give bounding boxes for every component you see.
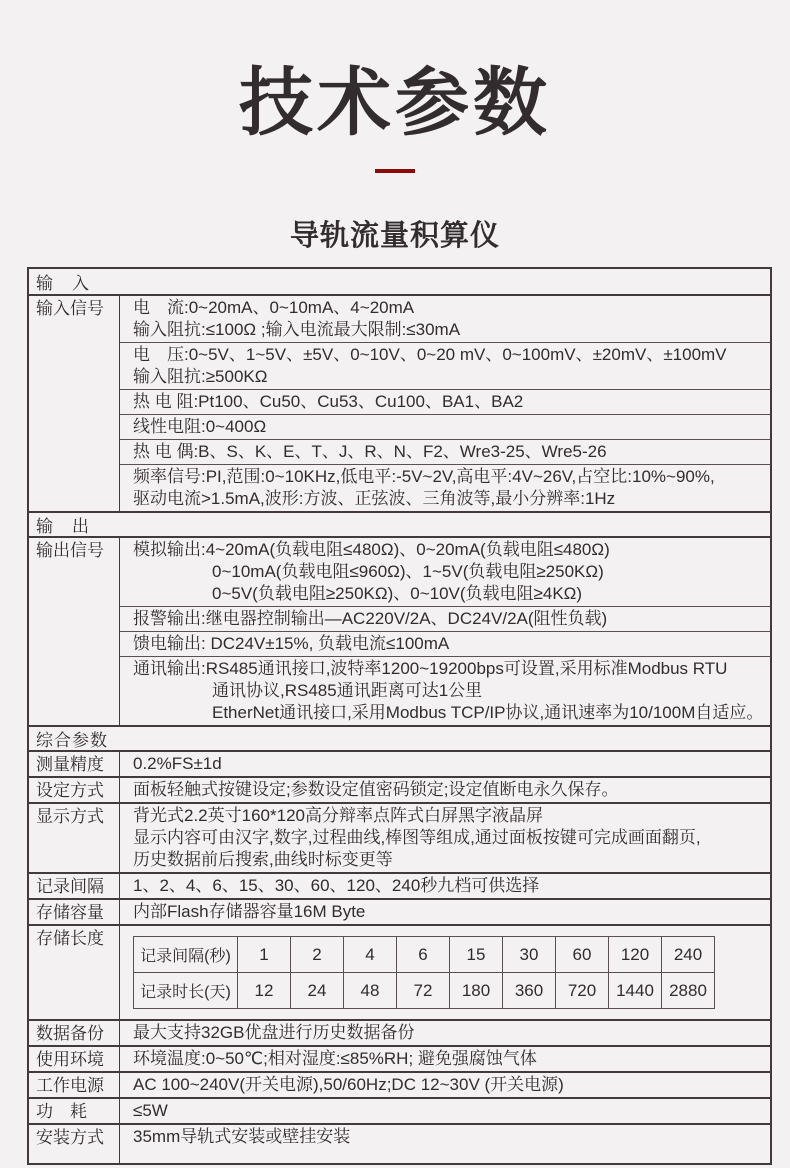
spec-line: 频率信号:PI,范围:0~10KHz,低电平:-5V~2V,高电平:4V~26V,占空比:10%~90%,	[133, 467, 715, 487]
storage-table-value: 60	[556, 937, 609, 973]
spec-row	[29, 536, 770, 725]
storage-table-value: 30	[503, 937, 556, 973]
storage-table-value: 24	[291, 973, 344, 1009]
spec-line: 0.2%FS±1d	[133, 754, 222, 774]
spec-cell	[120, 538, 770, 606]
spec-cell	[120, 656, 770, 725]
spec-line: 热 电 阻:Pt100、Cu50、Cu53、Cu100、BA1、BA2	[133, 392, 524, 412]
spec-row	[29, 898, 770, 924]
spec-cell	[120, 1125, 770, 1149]
storage-table-value: 4	[344, 937, 397, 973]
spec-row	[29, 924, 770, 1019]
storage-table-value: 48	[344, 973, 397, 1009]
storage-table-value: 360	[503, 973, 556, 1009]
row-label: 设定方式	[29, 778, 120, 802]
product-subtitle: 导轨流量积算仪	[289, 220, 500, 253]
spec-cell	[120, 900, 770, 924]
spec-line: 面板轻触式按键设定;参数设定值密码锁定;设定值断电永久保存。	[133, 780, 619, 800]
storage-table-row	[134, 937, 715, 973]
spec-line: 通讯输出:RS485通讯接口,波特率1200~19200bps可设置,采用标准Modbus RTU	[133, 659, 728, 679]
storage-table-value: 1440	[609, 973, 662, 1009]
storage-table-value: 180	[450, 973, 503, 1009]
spec-table	[27, 267, 772, 1165]
spec-cell	[120, 342, 770, 389]
spec-line: 背光式2.2英寸160*120高分辩率点阵式白屏黑字液晶屏	[133, 806, 543, 826]
row-content	[120, 1073, 770, 1097]
row-content	[120, 752, 770, 776]
spec-line: 0~10mA(负载电阻≤960Ω)、1~5V(负载电阻≥250KΩ)	[212, 562, 604, 582]
storage-table-value: 240	[662, 937, 715, 973]
spec-row	[29, 1071, 770, 1097]
row-label: 安装方式	[29, 1125, 120, 1163]
storage-table-value: 2	[291, 937, 344, 973]
spec-cell	[120, 1073, 770, 1097]
spec-line: 电 压:0~5V、1~5V、±5V、0~10V、0~20 mV、0~100mV、±20mV、±100mV	[133, 345, 727, 365]
spec-cell	[120, 926, 770, 1019]
spec-row	[29, 1097, 770, 1123]
spec-row	[29, 1019, 770, 1045]
row-content	[120, 900, 770, 924]
spec-line: 输入阻抗:≥500KΩ	[133, 367, 268, 387]
section-label: 输 出	[36, 517, 90, 537]
spec-line: 环境温度:0~50℃;相对湿度:≤85%RH; 避免强腐蚀气体	[133, 1049, 537, 1069]
spec-cell	[120, 439, 770, 464]
spec-row	[29, 872, 770, 898]
storage-table-value: 6	[397, 937, 450, 973]
row-label: 测量精度	[29, 752, 120, 776]
spec-cell	[120, 606, 770, 631]
spec-line: 输入阻抗:≤100Ω ;输入电流最大限制:≤30mA	[133, 320, 461, 340]
spec-row	[29, 294, 770, 511]
storage-table-value: 2880	[662, 973, 715, 1009]
row-content	[120, 926, 770, 1019]
spec-line: ≤5W	[133, 1101, 168, 1121]
spec-line: 0~5V(负载电阻≥250KΩ)、0~10V(负载电阻≥4KΩ)	[212, 584, 583, 604]
spec-row	[29, 802, 770, 872]
spec-cell	[120, 804, 770, 872]
spec-line: 35mm导轨式安装或壁挂安装	[133, 1127, 351, 1147]
storage-table-header: 记录时长(天)	[134, 973, 238, 1009]
spec-line: 驱动电流>1.5mA,波形:方波、正弦波、三角波等,最小分辨率:1Hz	[133, 489, 616, 509]
spec-cell	[120, 874, 770, 898]
storage-table-value: 120	[609, 937, 662, 973]
section-row	[29, 269, 770, 294]
row-label: 数据备份	[29, 1021, 120, 1045]
spec-line: 显示内容可由汉字,数字,过程曲线,棒图等组成,通过面板按键可完成画面翻页,	[133, 828, 701, 848]
row-content	[120, 778, 770, 802]
section-label: 综合参数	[36, 731, 108, 751]
spec-line: 1、2、4、6、15、30、60、120、240秒九档可供选择	[133, 876, 540, 896]
row-label: 输出信号	[29, 538, 120, 725]
storage-length-table	[133, 936, 715, 1009]
row-content	[120, 1047, 770, 1071]
spec-cell	[120, 1099, 770, 1123]
spec-line: AC 100~240V(开关电源),50/60Hz;DC 12~30V (开关电源)	[133, 1075, 564, 1095]
spec-cell	[120, 389, 770, 414]
row-label: 工作电源	[29, 1073, 120, 1097]
row-label: 输入信号	[29, 296, 120, 511]
row-content	[120, 804, 770, 872]
spec-cell	[120, 1047, 770, 1071]
spec-line: 历史数据前后搜索,曲线时标变更等	[133, 850, 393, 870]
row-label: 使用环境	[29, 1047, 120, 1071]
spec-line: 热 电 偶:B、S、K、E、T、J、R、N、F2、Wre3-25、Wre5-26	[133, 442, 607, 462]
row-label: 功 耗	[29, 1099, 120, 1123]
spec-row	[29, 1045, 770, 1071]
storage-table-value: 720	[556, 973, 609, 1009]
section-label: 输 入	[36, 274, 90, 294]
row-content	[120, 296, 770, 511]
storage-table-value: 1	[238, 937, 291, 973]
row-content	[120, 538, 770, 725]
spec-line: EtherNet通讯接口,采用Modbus TCP/IP协议,通讯速率为10/100M自适应。	[212, 703, 764, 723]
row-label: 记录间隔	[29, 874, 120, 898]
spec-line: 线性电阻:0~400Ω	[133, 417, 267, 437]
spec-row	[29, 776, 770, 802]
section-row	[29, 725, 770, 750]
page-title: 技术参数	[239, 61, 551, 144]
spec-line: 最大支持32GB优盘进行历史数据备份	[133, 1023, 415, 1043]
storage-table-value: 72	[397, 973, 450, 1009]
row-label: 存储容量	[29, 900, 120, 924]
spec-cell	[120, 1021, 770, 1045]
spec-line: 通讯协议,RS485通讯距离可达1公里	[212, 681, 483, 701]
spec-cell	[120, 414, 770, 439]
spec-cell	[120, 752, 770, 776]
storage-table-row	[134, 973, 715, 1009]
spec-cell	[120, 296, 770, 342]
row-label: 显示方式	[29, 804, 120, 872]
row-content	[120, 1021, 770, 1045]
spec-line: 电 流:0~20mA、0~10mA、4~20mA	[133, 298, 415, 318]
spec-cell	[120, 464, 770, 511]
storage-table-value: 12	[238, 973, 291, 1009]
row-label: 存储长度	[29, 926, 120, 1019]
spec-line: 模拟输出:4~20mA(负载电阻≤480Ω)、0~20mA(负载电阻≤480Ω)	[133, 540, 610, 560]
spec-line: 内部Flash存储器容量16M Byte	[133, 902, 366, 922]
spec-line: 馈电输出: DC24V±15%, 负载电流≤100mA	[133, 634, 450, 654]
spec-line: 报警输出:继电器控制输出—AC220V/2A、DC24V/2A(阻性负载)	[133, 609, 608, 629]
row-content	[120, 1099, 770, 1123]
row-content	[120, 874, 770, 898]
storage-table-header: 记录间隔(秒)	[134, 937, 238, 973]
spec-cell	[120, 631, 770, 656]
spec-cell	[120, 778, 770, 802]
spec-row	[29, 750, 770, 776]
row-content	[120, 1125, 770, 1163]
storage-table-value: 15	[450, 937, 503, 973]
spec-row	[29, 1123, 770, 1163]
section-row	[29, 511, 770, 536]
accent-divider	[375, 169, 415, 173]
